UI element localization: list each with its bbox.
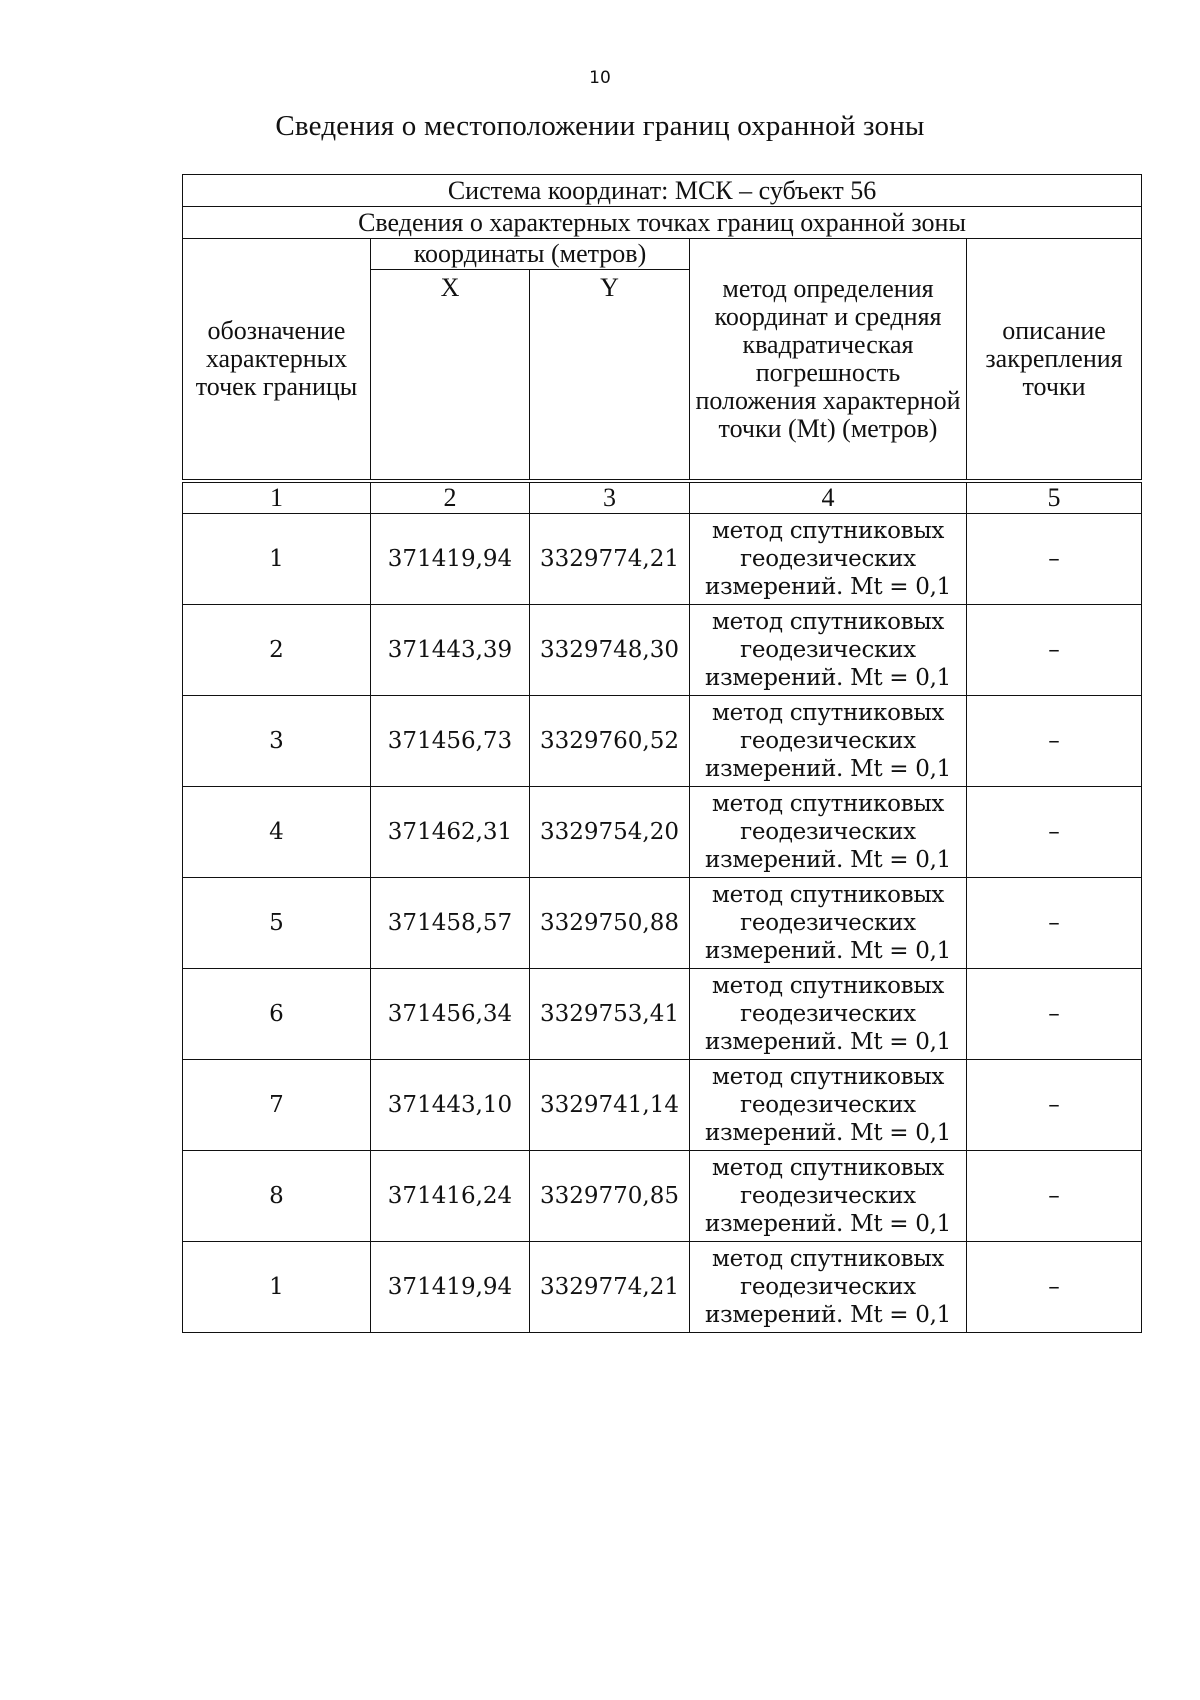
table-row bbox=[183, 878, 1142, 969]
column-number: 3 bbox=[530, 481, 690, 514]
header-coordinates: координаты (метров) bbox=[371, 239, 690, 270]
cell-x: 371443,39 bbox=[371, 605, 530, 696]
table-row bbox=[183, 514, 1142, 605]
cell-description: – bbox=[967, 1242, 1142, 1333]
header-x: X bbox=[371, 270, 530, 482]
cell-y: 3329774,21 bbox=[530, 514, 690, 605]
cell-description: – bbox=[967, 787, 1142, 878]
table-row bbox=[183, 605, 1142, 696]
cell-description: – bbox=[967, 1151, 1142, 1242]
cell-x: 371419,94 bbox=[371, 514, 530, 605]
cell-point: 2 bbox=[183, 605, 371, 696]
column-number: 4 bbox=[690, 481, 967, 514]
cell-y: 3329753,41 bbox=[530, 969, 690, 1060]
header-method: метод определения координат и средняя квадратическая погрешность положения характерной точки (Mt) (метров) bbox=[690, 239, 967, 482]
cell-y: 3329760,52 bbox=[530, 696, 690, 787]
header-y: Y bbox=[530, 270, 690, 482]
column-number: 1 bbox=[183, 481, 371, 514]
cell-method: метод спутниковых геодезических измерений. Mt = 0,1 bbox=[690, 1060, 967, 1151]
table-row bbox=[183, 696, 1142, 787]
page-number: 10 bbox=[589, 68, 611, 88]
table-row bbox=[183, 1060, 1142, 1151]
coordinate-system-row bbox=[183, 175, 1142, 207]
cell-description: – bbox=[967, 696, 1142, 787]
header-description: описание закрепления точки bbox=[967, 239, 1142, 482]
cell-description: – bbox=[967, 1060, 1142, 1151]
cell-point: 8 bbox=[183, 1151, 371, 1242]
points-info-row bbox=[183, 207, 1142, 239]
cell-y: 3329750,88 bbox=[530, 878, 690, 969]
coordinates-table bbox=[182, 174, 1142, 1333]
cell-x: 371416,24 bbox=[371, 1151, 530, 1242]
cell-description: – bbox=[967, 969, 1142, 1060]
cell-method: метод спутниковых геодезических измерений. Mt = 0,1 bbox=[690, 696, 967, 787]
cell-point: 3 bbox=[183, 696, 371, 787]
table-row bbox=[183, 787, 1142, 878]
header-row bbox=[183, 239, 1142, 270]
cell-x: 371458,57 bbox=[371, 878, 530, 969]
cell-point: 1 bbox=[183, 1242, 371, 1333]
cell-y: 3329741,14 bbox=[530, 1060, 690, 1151]
cell-x: 371443,10 bbox=[371, 1060, 530, 1151]
cell-method: метод спутниковых геодезических измерений. Mt = 0,1 bbox=[690, 878, 967, 969]
cell-point: 4 bbox=[183, 787, 371, 878]
cell-x: 371456,34 bbox=[371, 969, 530, 1060]
cell-method: метод спутниковых геодезических измерений. Mt = 0,1 bbox=[690, 605, 967, 696]
cell-method: метод спутниковых геодезических измерений. Mt = 0,1 bbox=[690, 514, 967, 605]
cell-method: метод спутниковых геодезических измерений. Mt = 0,1 bbox=[690, 1151, 967, 1242]
cell-y: 3329770,85 bbox=[530, 1151, 690, 1242]
cell-description: – bbox=[967, 878, 1142, 969]
coordinate-system-cell: Система координат: МСК – субъект 56 bbox=[183, 175, 1142, 207]
cell-method: метод спутниковых геодезических измерений. Mt = 0,1 bbox=[690, 1242, 967, 1333]
cell-x: 371419,94 bbox=[371, 1242, 530, 1333]
points-info-cell: Сведения о характерных точках границ охранной зоны bbox=[183, 207, 1142, 239]
table-row bbox=[183, 1151, 1142, 1242]
cell-description: – bbox=[967, 514, 1142, 605]
cell-y: 3329774,21 bbox=[530, 1242, 690, 1333]
header-point-designation: обозначение характерных точек границы bbox=[183, 239, 371, 482]
column-number-row bbox=[183, 481, 1142, 514]
cell-y: 3329754,20 bbox=[530, 787, 690, 878]
column-number: 2 bbox=[371, 481, 530, 514]
cell-point: 5 bbox=[183, 878, 371, 969]
table-row bbox=[183, 1242, 1142, 1333]
column-number: 5 bbox=[967, 481, 1142, 514]
cell-method: метод спутниковых геодезических измерений. Mt = 0,1 bbox=[690, 787, 967, 878]
cell-x: 371462,31 bbox=[371, 787, 530, 878]
cell-x: 371456,73 bbox=[371, 696, 530, 787]
cell-point: 1 bbox=[183, 514, 371, 605]
cell-point: 6 bbox=[183, 969, 371, 1060]
table-row bbox=[183, 969, 1142, 1060]
cell-point: 7 bbox=[183, 1060, 371, 1151]
cell-method: метод спутниковых геодезических измерений. Mt = 0,1 bbox=[690, 969, 967, 1060]
cell-y: 3329748,30 bbox=[530, 605, 690, 696]
cell-description: – bbox=[967, 605, 1142, 696]
document-title: Сведения о местоположении границ охранной зоны bbox=[275, 110, 925, 142]
